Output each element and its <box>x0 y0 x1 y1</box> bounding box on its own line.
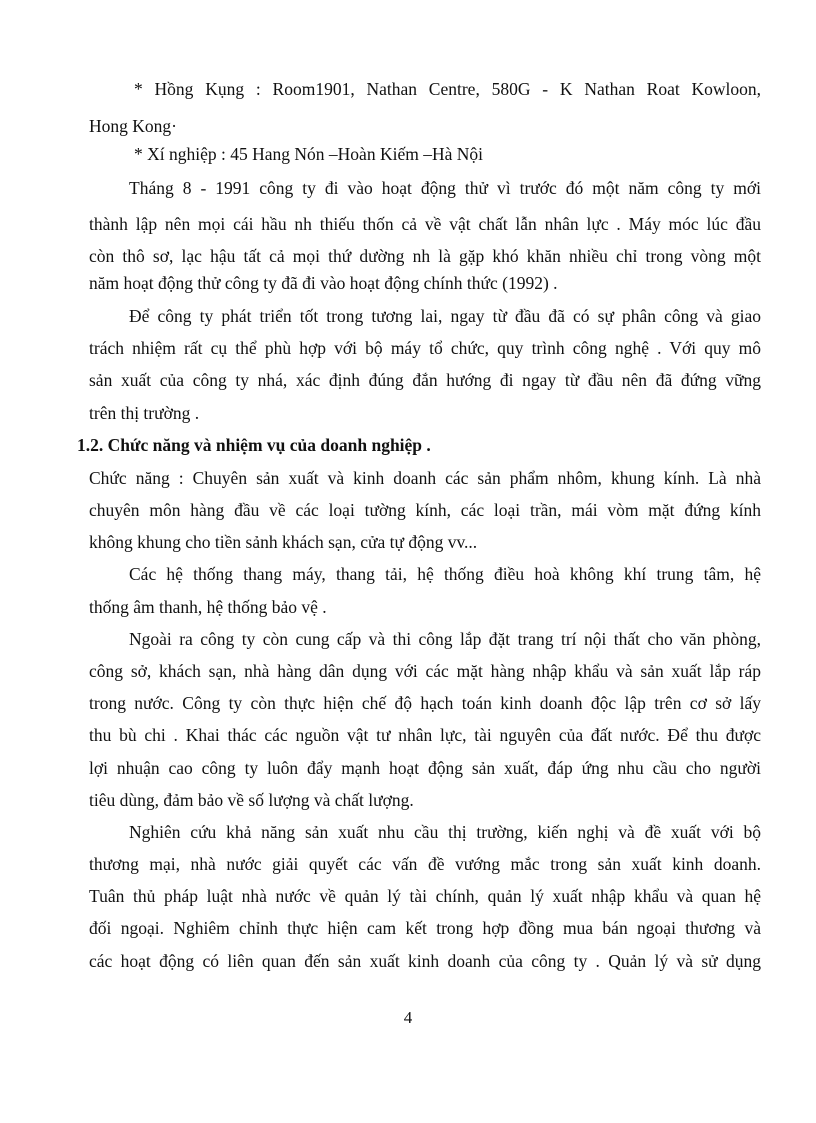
text-line: Tuân thủ pháp luật nhà nước về quản lý tài chính, quản lý xuất nhập khẩu và quan hệ <box>89 886 761 906</box>
text-line: trong nước. Công ty còn thực hiện chế độ hạch toán kinh doanh độc lập trên cơ sở lấy <box>89 693 761 713</box>
text-line: trên thị trường . <box>89 403 200 423</box>
text-line: năm hoạt động thử công ty đã đi vào hoạt động chính thức (1992) . <box>89 273 558 293</box>
text-line: chuyên môn hàng đầu về các loại tường kính, các loại trần, mái vòm mặt đứng kính <box>89 500 761 520</box>
text-line: không khung cho tiền sảnh khách sạn, cửa tự động vv... <box>89 532 478 552</box>
text-line: thành lập nên mọi cái hầu nh thiếu thốn cả về vật chất lẫn nhân lực . Máy móc lúc đầu <box>89 214 761 234</box>
text-line: thống âm thanh, hệ thống bảo vệ . <box>89 597 327 617</box>
text-line: sản xuất của công ty nhá, xác định đúng đắn hướng đi ngay từ đầu nên đã đứng vững <box>89 370 761 390</box>
text-line: Ngoài ra công ty còn cung cấp và thi công lắp đặt trang trí nội thất cho văn phòng, <box>129 629 761 649</box>
text-line: * Xí nghiệp : 45 Hang Nón –Hoàn Kiếm –Hà Nội <box>134 144 483 164</box>
text-line: thu bù chi . Khai thác các nguồn vật tư nhân lực, tài nguyên của đất nước. Để thu được <box>89 725 761 745</box>
section-heading: 1.2. Chức năng và nhiệm vụ của doanh nghiệp . <box>77 435 431 455</box>
text-line: công sở, khách sạn, nhà hàng dân dụng với các mặt hàng nhập khẩu và sản xuất lắp ráp <box>89 661 761 681</box>
text-line: Các hệ thống thang máy, thang tải, hệ thống điều hoà không khí trung tâm, hệ <box>129 564 761 584</box>
text-line: thương mại, nhà nước giải quyết các vấn đề vướng mắc trong sản xuất kinh doanh. <box>89 854 761 874</box>
text-line: các hoạt động có liên quan đến sản xuất kinh doanh của công ty . Quản lý và sử dụng <box>89 951 761 971</box>
text-line: còn thô sơ, lạc hậu tất cả mọi thứ dường nh là gặp khó khăn nhiều chỉ trong vòng một <box>89 246 761 266</box>
text-line: Hong Kong· <box>89 116 177 136</box>
text-line: Nghiên cứu khả năng sản xuất nhu cầu thị trường, kiến nghị và đề xuất với bộ <box>129 822 761 842</box>
page-number: 4 <box>403 1008 413 1027</box>
text-line: trách nhiệm rất cụ thể phù hợp với bộ máy tổ chức, quy trình công nghệ . Với quy mô <box>89 338 761 358</box>
text-line: tiêu dùng, đảm bảo về số lượng và chất lượng. <box>89 790 414 810</box>
text-line: đối ngoại. Nghiêm chỉnh thực hiện cam kết trong hợp đồng mua bán ngoại thương và <box>89 918 761 938</box>
text-line: Tháng 8 - 1991 công ty đi vào hoạt động thử vì trước đó một năm công ty mới <box>129 178 761 198</box>
text-line: lợi nhuận cao công ty luôn đẩy mạnh hoạt động sản xuất, đáp ứng nhu cầu cho người <box>89 758 761 778</box>
text-line: * Hồng Kụng : Room1901, Nathan Centre, 580G - K Nathan Roat Kowloon, <box>134 79 761 99</box>
text-line: Chức năng : Chuyên sản xuất và kinh doanh các sản phẩm nhôm, khung kính. Là nhà <box>89 468 761 488</box>
text-line: Để công ty phát triển tốt trong tương lai, ngay từ đầu đã có sự phân công và giao <box>129 306 761 326</box>
